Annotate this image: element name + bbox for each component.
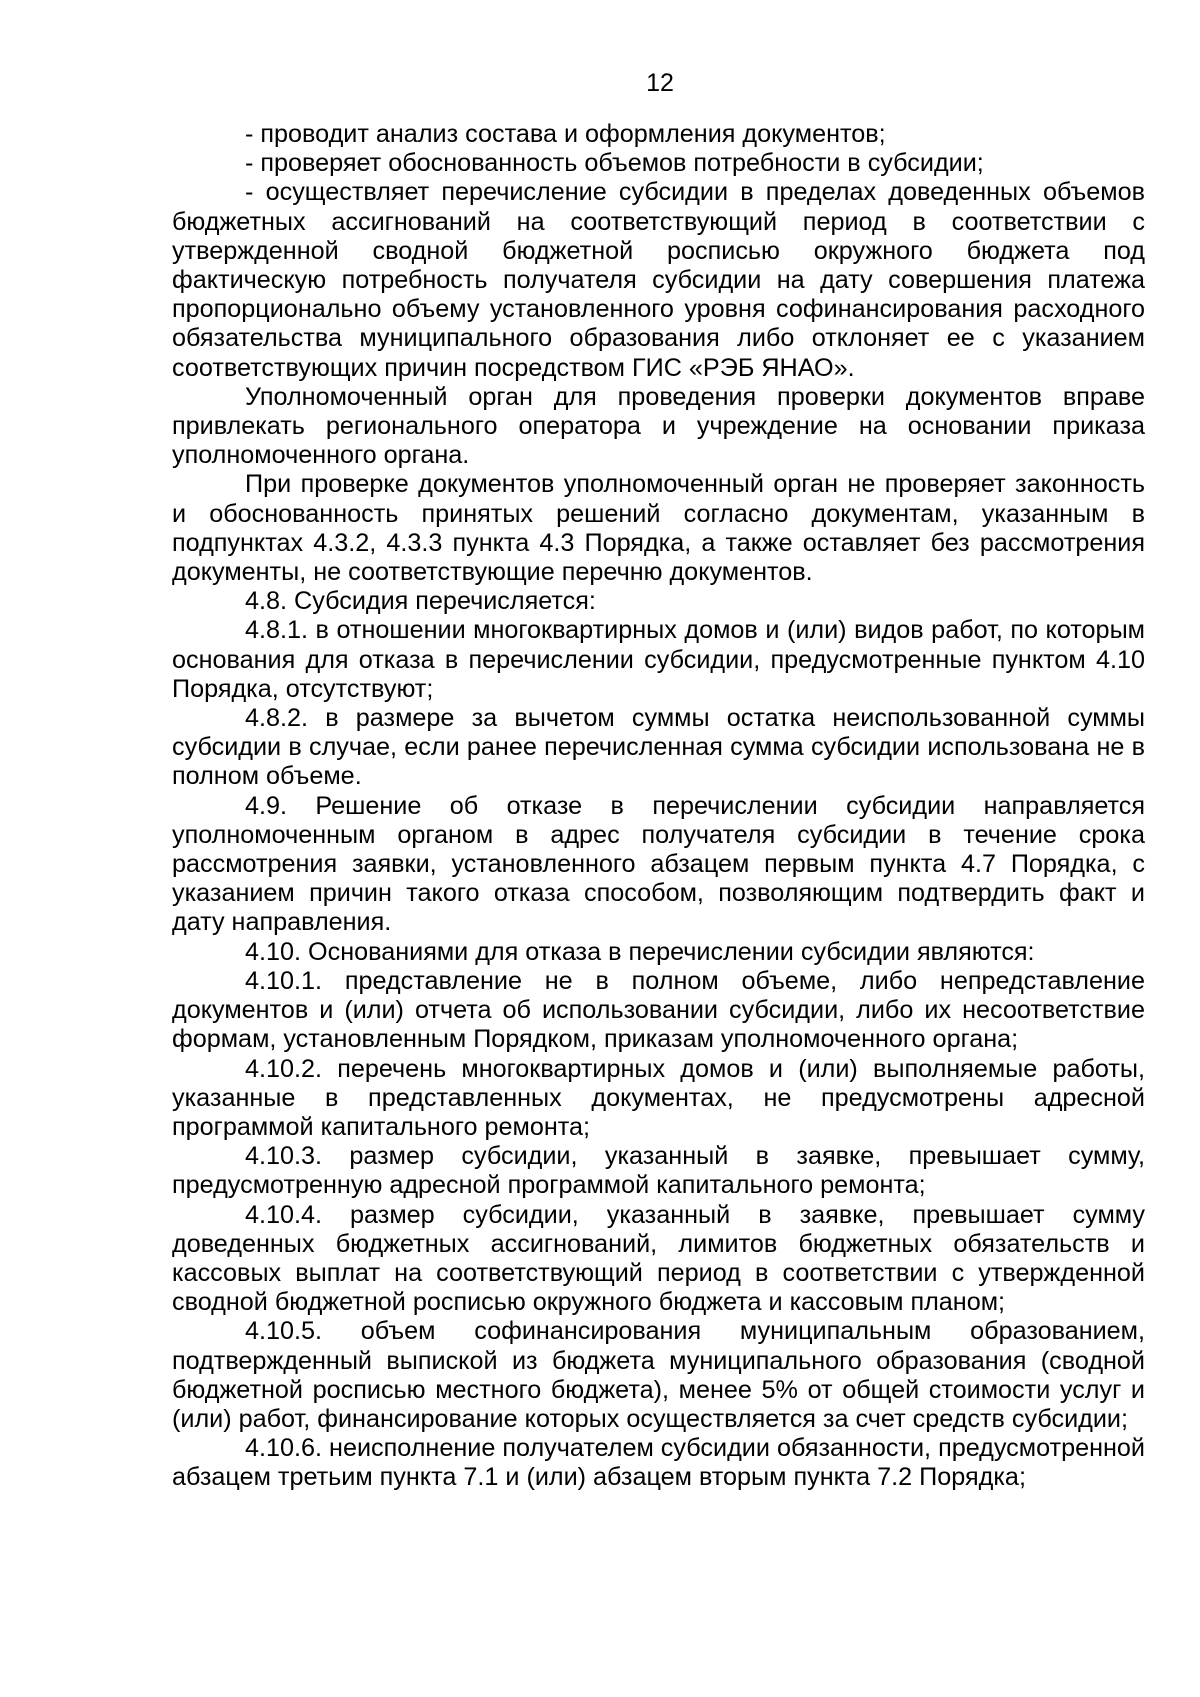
paragraph: 4.10. Основаниями для отказа в перечислении субсидии являются: <box>245 937 1035 966</box>
paragraph: - осуществляет перечисление субсидии в пределах доведенных объемов бюджетных ассигнований на соответствующий период в соответствии с утвержденной сводной бюджетной росписью окружного бюджета под фактическую потребность получателя субсидии на дату совершения платежа пропорционально объему установленного уровня софинансирования расходного обязательства муниципального образования либо отклоняет ее с указанием соответствующих причин посредством ГИС «РЭБ ЯНАО». <box>172 178 1145 382</box>
paragraph: - проверяет обоснованность объемов потребности в субсидии; <box>245 149 984 178</box>
page-number: 12 <box>646 69 674 97</box>
paragraph: 4.10.5. объем софинансирования муниципальным образованием, подтвержденный выпиской из бюджета муниципального образования (сводной бюджетной росписью местного бюджета), менее 5% от общей стоимости услуг и (или) работ, финансирование которых осуществляется за счет средств субсидии; <box>172 1317 1145 1433</box>
paragraph: 4.10.2. перечень многоквартирных домов и (или) выполняемые работы, указанные в представленных документах, не предусмотрены адресной программой капитального ремонта; <box>172 1054 1145 1141</box>
paragraph: 4.9. Решение об отказе в перечислении субсидии направляется уполномоченным органом в адрес получателя субсидии в течение срока рассмотрения заявки, установленного абзацем первым пункта 4.7 Порядка, с указанием причин такого отказа способом, позволяющим подтвердить факт и дату направления. <box>172 791 1145 937</box>
paragraph: Уполномоченный орган для проведения проверки документов вправе привлекать регионального оператора и учреждение на основании приказа уполномоченного органа. <box>172 382 1145 470</box>
paragraph: 4.10.1. представление не в полном объеме, либо непредставление документов и (или) отчета об использовании субсидии, либо их несоответствие формам, установленным Порядком, приказам уполномоченного органа; <box>172 966 1145 1054</box>
paragraph: 4.8. Субсидия перечисляется: <box>245 587 596 616</box>
paragraph: 4.8.2. в размере за вычетом суммы остатка неиспользованной суммы субсидии в случае, если ранее перечисленная сумма субсидии использована не в полном объеме. <box>172 704 1145 791</box>
paragraph: - проводит анализ состава и оформления документов; <box>245 120 886 148</box>
paragraph: 4.10.3. размер субсидии, указанный в заявке, превышает сумму, предусмотренную адресной программой капитального ремонта; <box>172 1142 1145 1200</box>
paragraph: 4.10.4. размер субсидии, указанный в заявке, превышает сумму доведенных бюджетных ассигнований, лимитов бюджетных обязательств и кассовых выплат на соответствующий период в соответствии с утвержденной сводной бюджетной росписью окружного бюджета и кассовым планом; <box>172 1200 1145 1317</box>
paragraph: 4.10.6. неисполнение получателем субсидии обязанности, предусмотренной абзацем третьим пункта 7.1 и (или) абзацем вторым пункта 7.2 Порядка; <box>172 1434 1145 1492</box>
document-body <box>172 120 1145 1493</box>
paragraph: 4.8.1. в отношении многоквартирных домов и (или) видов работ, по которым основания для отказа в перечислении субсидии, предусмотренные пунктом 4.10 Порядка, отсутствуют; <box>172 616 1145 703</box>
paragraph: При проверке документов уполномоченный орган не проверяет законность и обоснованность принятых решений согласно документам, указанным в подпунктах 4.3.2, 4.3.3 пункта 4.3 Порядка, а также оставляет без рассмотрения документы, не соответствующие перечню документов. <box>172 470 1145 587</box>
